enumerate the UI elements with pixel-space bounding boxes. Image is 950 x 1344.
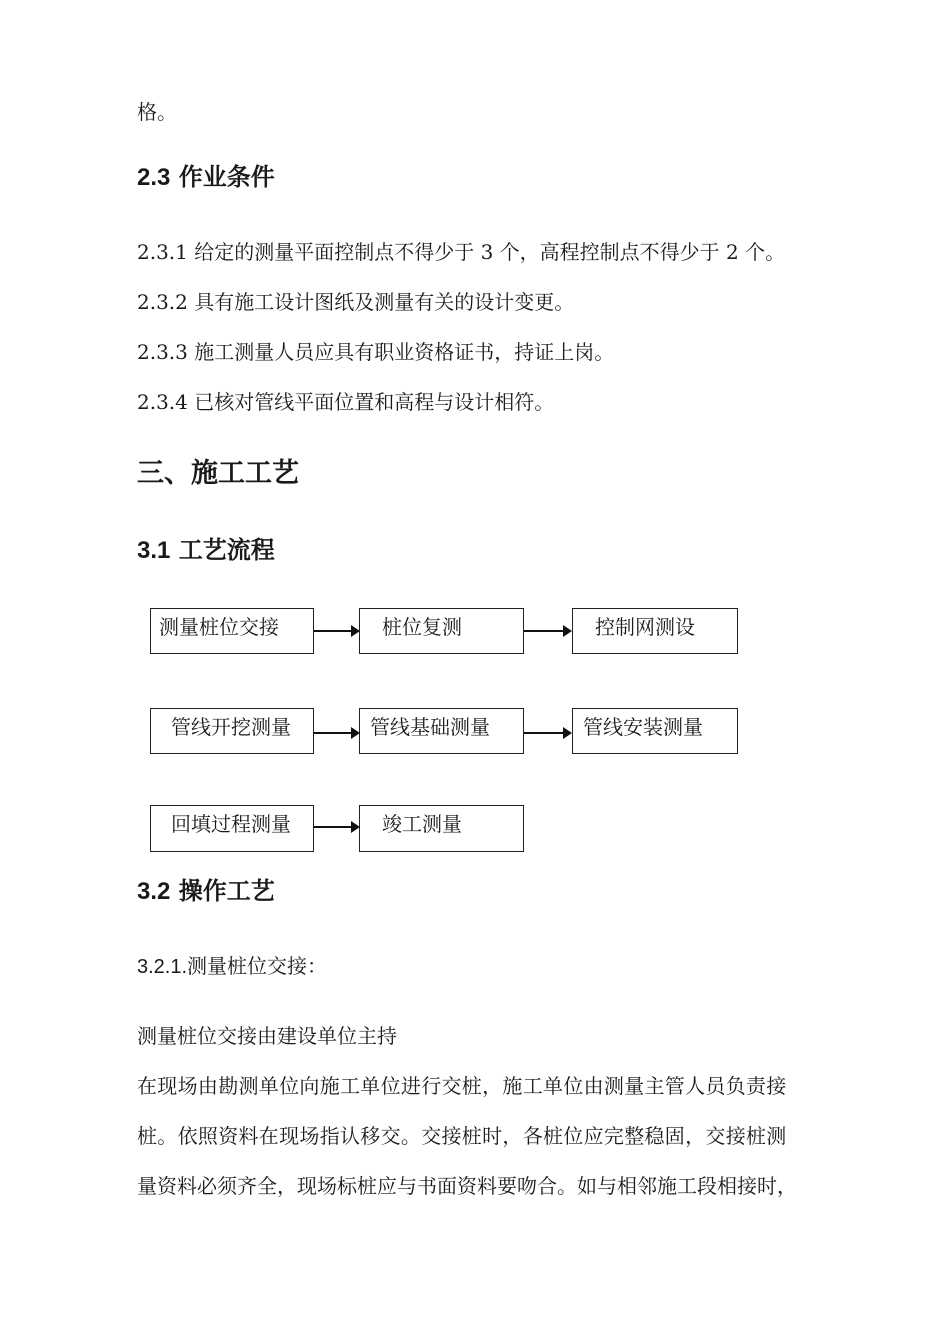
paragraph-lead: 测量桩位交接由建设单位主持 (137, 1024, 397, 1048)
section-number: 3.2 (137, 878, 171, 905)
paragraph-line: 量资料必须齐全，现场标桩应与书面资料要吻合。如与相邻施工段相接时， (137, 1174, 797, 1198)
section-number: 2.3 (137, 164, 171, 191)
section-title: 工艺流程 (178, 535, 275, 564)
top-fragment: 格。 (137, 100, 177, 124)
section-heading-3-2 (137, 876, 275, 907)
paragraph-line: 在现场由勘测单位向施工单位进行交桩，施工单位由测量主管人员负责接 (137, 1074, 787, 1098)
flow-arrow (524, 630, 570, 632)
paragraph-line: 桩。依照资料在现场指认移交。交接桩时，各桩位应完整稳固，交接桩测 (137, 1124, 787, 1148)
flow-arrow (524, 732, 570, 734)
condition-item: 2.3.2 具有施工设计图纸及测量有关的设计变更。 (137, 290, 575, 314)
flow-arrow (314, 630, 358, 632)
flow-box: 控制网测设 (572, 608, 738, 654)
condition-item: 2.3.3 施工测量人员应具有职业资格证书，持证上岗。 (137, 340, 615, 364)
flow-arrow (314, 826, 358, 828)
flow-box: 管线基础测量 (359, 708, 524, 754)
section-heading-2-3 (137, 162, 275, 193)
condition-item: 2.3.4 已核对管线平面位置和高程与设计相符。 (137, 390, 555, 414)
section-title: 操作工艺 (178, 876, 275, 905)
subsection-heading-3-2-1 (137, 954, 327, 979)
section-number: 3.1 (137, 537, 171, 564)
flow-box: 测量桩位交接 (150, 608, 314, 654)
subsection-title: 测量桩位交接： (187, 954, 328, 978)
chapter-heading: 三、施工工艺 (137, 458, 299, 489)
flow-box: 管线开挖测量 (150, 708, 314, 754)
flow-box: 管线安装测量 (572, 708, 738, 754)
flow-box: 竣工测量 (359, 805, 524, 852)
section-heading-3-1 (137, 535, 275, 566)
condition-item: 2.3.1 给定的测量平面控制点不得少于 3 个，高程控制点不得少于 2 个。 (137, 240, 786, 264)
flow-box: 回填过程测量 (150, 805, 314, 852)
subsection-number: 3.2.1. (137, 956, 188, 978)
flow-arrow (314, 732, 358, 734)
flow-box: 桩位复测 (359, 608, 524, 654)
section-title: 作业条件 (178, 162, 275, 191)
